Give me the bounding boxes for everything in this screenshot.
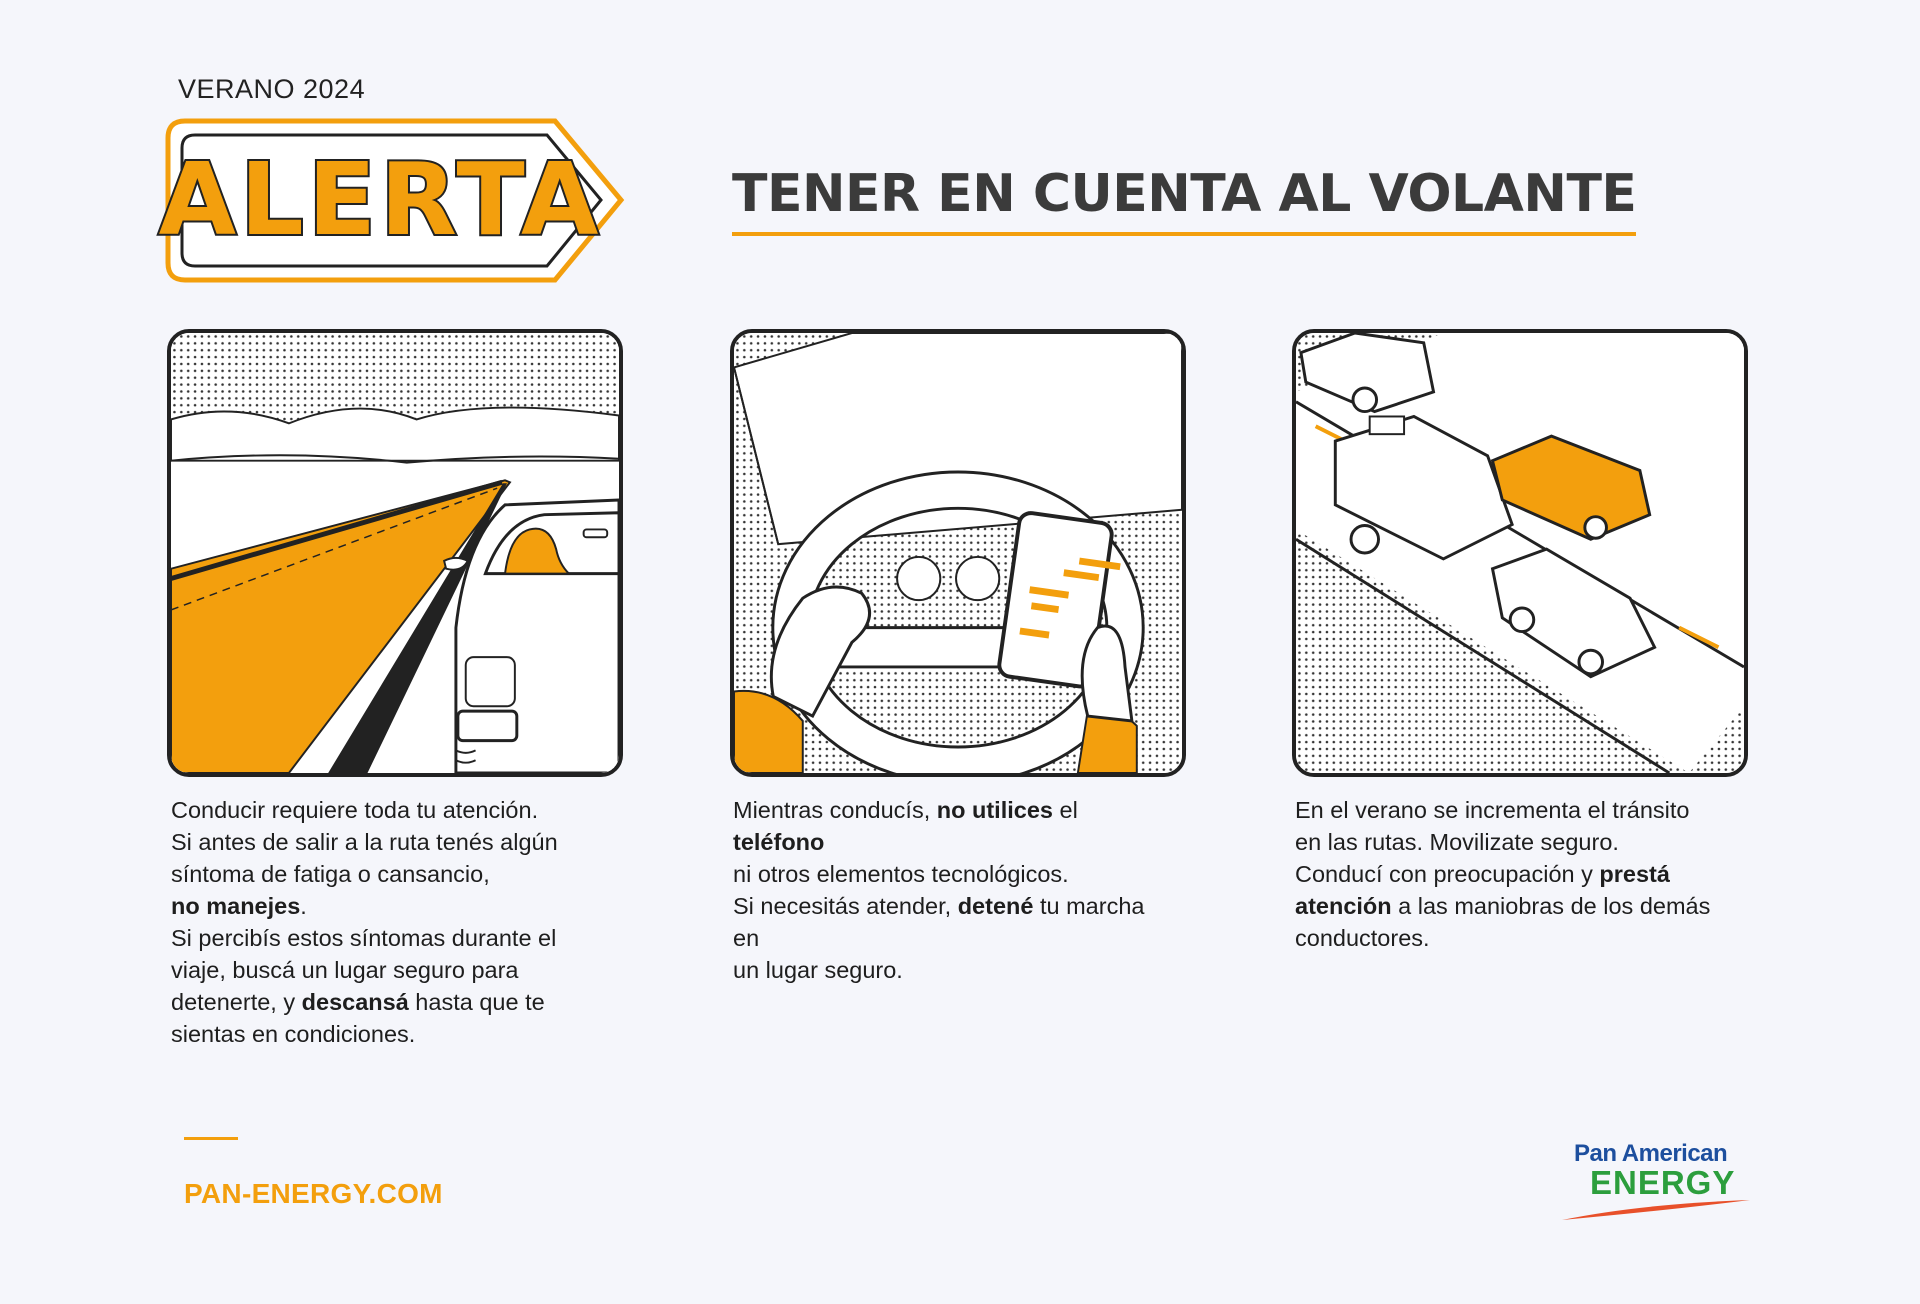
phone-while-driving-illustration bbox=[734, 333, 1182, 773]
season-label: VERANO 2024 bbox=[178, 74, 366, 104]
illustration-panel-traffic bbox=[1292, 329, 1748, 777]
caption-traffic: En el verano se incrementa el tránsito en las rutas. Movilizate seguro. Conducí con preocupación y prestá atención a las maniobras de los demás conductores. bbox=[1295, 797, 1711, 951]
page-title: TENER EN CUENTA AL VOLANTE bbox=[732, 164, 1636, 236]
logo-swoosh-icon bbox=[1560, 1198, 1760, 1222]
website-link[interactable]: PAN-ENERGY.COM bbox=[184, 1178, 443, 1209]
footer-divider bbox=[184, 1137, 238, 1140]
caption-fatigue: Conducir requiere toda tu atención. Si antes de salir a la ruta tenés algún síntoma de fatiga o cansancio, no manejes. Si percibís estos síntomas durante el viaje, buscá un lugar seguro para detenerte, y descansá hasta que te sientas en condiciones. bbox=[171, 797, 558, 1047]
pan-american-energy-logo bbox=[1560, 1140, 1760, 1228]
tired-driver-road-illustration bbox=[171, 333, 619, 773]
illustration-panel-phone bbox=[730, 329, 1186, 777]
logo-line-1: Pan American bbox=[1574, 1140, 1728, 1167]
caption-phone: Mientras conducís, no utilices el teléfono ni otros elementos tecnológicos. Si necesitás atender, detené tu marcha en un lugar seguro. bbox=[733, 797, 1145, 983]
alert-word: ALERTA bbox=[158, 140, 603, 258]
summer-traffic-illustration bbox=[1296, 333, 1744, 773]
illustration-panel-fatigue bbox=[167, 329, 623, 777]
logo-line-2: ENERGY bbox=[1590, 1164, 1736, 1201]
